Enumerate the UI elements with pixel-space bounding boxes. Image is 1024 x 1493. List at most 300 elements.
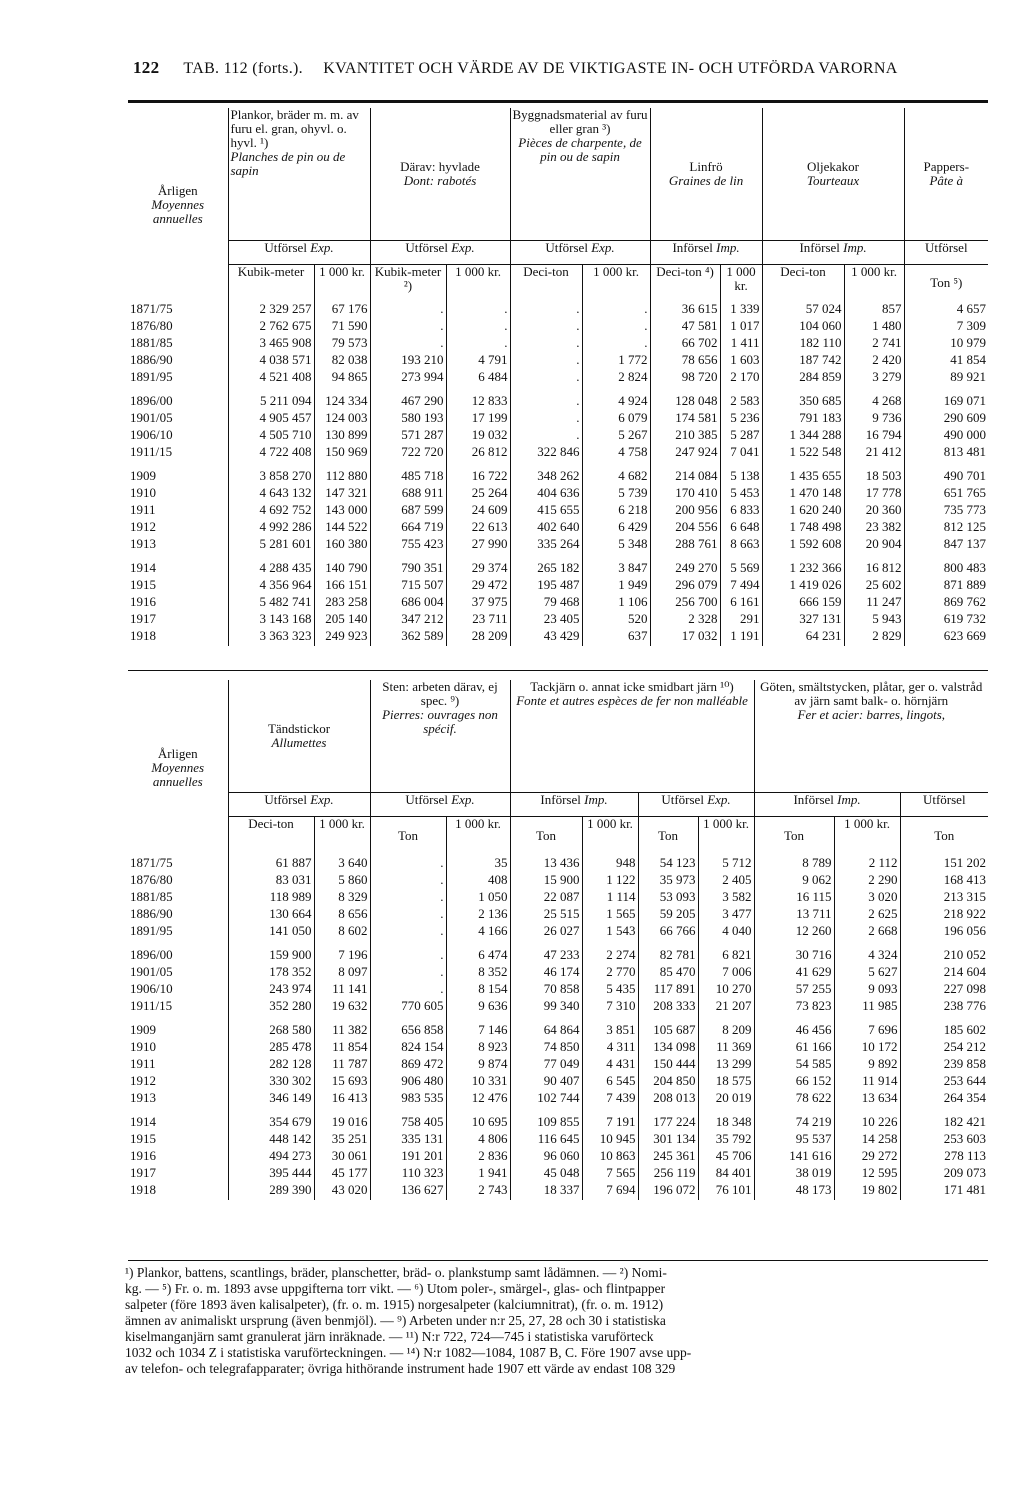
table-cell: 8 097 bbox=[314, 965, 370, 982]
table-cell: 10 226 bbox=[834, 1115, 900, 1132]
row-year: 1914 bbox=[130, 1115, 156, 1129]
table-cell: 61 887 bbox=[228, 856, 314, 873]
table-cell: 89 921 bbox=[904, 370, 988, 387]
table-cell: . bbox=[582, 336, 650, 353]
table-cell: 227 098 bbox=[900, 982, 988, 999]
table-cell: 395 444 bbox=[228, 1166, 314, 1183]
table-cell: 208 333 bbox=[638, 999, 698, 1016]
row-year: 1911/15 bbox=[130, 999, 173, 1013]
table-cell: 25 515 bbox=[510, 907, 582, 924]
table-cell: 10 979 bbox=[904, 336, 988, 353]
table-cell: 166 151 bbox=[314, 578, 370, 595]
table-cell: 651 765 bbox=[904, 486, 988, 503]
row-year: 1917 bbox=[130, 612, 156, 626]
table-cell: 5 482 741 bbox=[228, 595, 314, 612]
stub-header: Årligen Moyennes annuelles bbox=[151, 183, 205, 226]
table-cell: 3 279 bbox=[844, 370, 904, 387]
table-cell: 2 405 bbox=[698, 873, 754, 890]
table-cell: 289 390 bbox=[228, 1183, 314, 1200]
table-cell: 6 161 bbox=[720, 595, 762, 612]
table-cell: 17 199 bbox=[446, 411, 510, 428]
table-cell: 5 267 bbox=[582, 428, 650, 445]
table-cell: . bbox=[370, 336, 446, 353]
table-cell: 813 481 bbox=[904, 445, 988, 462]
table-row bbox=[128, 856, 988, 873]
table-cell: 118 989 bbox=[228, 890, 314, 907]
table-cell: 77 049 bbox=[510, 1057, 582, 1074]
table-cell: 112 880 bbox=[314, 469, 370, 486]
table-cell: 722 720 bbox=[370, 445, 446, 462]
row-year: 1910 bbox=[130, 486, 156, 500]
table-cell: 687 599 bbox=[370, 503, 446, 520]
table-cell: 6 484 bbox=[446, 370, 510, 387]
table-cell: 247 924 bbox=[650, 445, 720, 462]
table-row bbox=[128, 1115, 988, 1132]
table-row bbox=[128, 503, 988, 520]
table-cell: 4 758 bbox=[582, 445, 650, 462]
table-cell: 2 625 bbox=[834, 907, 900, 924]
table-cell: . bbox=[370, 948, 446, 965]
table-cell: . bbox=[370, 856, 446, 873]
page-header bbox=[133, 58, 898, 78]
table-cell: 857 bbox=[844, 302, 904, 319]
table-cell: 8 656 bbox=[314, 907, 370, 924]
table-cell: 735 773 bbox=[904, 503, 988, 520]
table-cell: 74 219 bbox=[754, 1115, 834, 1132]
table-cell: 64 864 bbox=[510, 1023, 582, 1040]
table-cell: 66 766 bbox=[638, 924, 698, 941]
table-cell: 7 146 bbox=[446, 1023, 510, 1040]
table-cell: 174 581 bbox=[650, 411, 720, 428]
table-cell: 218 922 bbox=[900, 907, 988, 924]
table-cell: 54 585 bbox=[754, 1057, 834, 1074]
footnote-rule bbox=[128, 1260, 988, 1261]
footnote-line: kiselmanganjärn samt granulerat järn inräknade. — ¹¹) N:r 722, 724—745 i statistiska varuförteck bbox=[125, 1329, 654, 1344]
table-cell: 47 233 bbox=[510, 948, 582, 965]
table-cell: 170 410 bbox=[650, 486, 720, 503]
table-cell: 335 264 bbox=[510, 537, 582, 554]
table-cell: 43 020 bbox=[314, 1183, 370, 1200]
table-cell: 57 024 bbox=[762, 302, 844, 319]
table-cell: 571 287 bbox=[370, 428, 446, 445]
table-row bbox=[128, 353, 988, 370]
table-cell: 117 891 bbox=[638, 982, 698, 999]
table-cell: 74 850 bbox=[510, 1040, 582, 1057]
table-cell: 59 205 bbox=[638, 907, 698, 924]
table-cell: 95 537 bbox=[754, 1132, 834, 1149]
table-cell: 623 669 bbox=[904, 629, 988, 646]
table-cell: 824 154 bbox=[370, 1040, 446, 1057]
table-cell: 1 592 608 bbox=[762, 537, 844, 554]
table-cell: . bbox=[370, 982, 446, 999]
table-cell: 580 193 bbox=[370, 411, 446, 428]
table-cell: 264 354 bbox=[900, 1091, 988, 1108]
footnotes bbox=[125, 1265, 985, 1377]
group-header-linseed: Linfrö Graines de lin bbox=[650, 108, 762, 240]
table-cell: 19 802 bbox=[834, 1183, 900, 1200]
table-cell: 46 174 bbox=[510, 965, 582, 982]
table-cell: 71 590 bbox=[314, 319, 370, 336]
table-cell: 23 711 bbox=[446, 612, 510, 629]
table-cell: 143 000 bbox=[314, 503, 370, 520]
table-cell: 29 374 bbox=[446, 561, 510, 578]
table-cell: 9 636 bbox=[446, 999, 510, 1016]
table-cell: 130 899 bbox=[314, 428, 370, 445]
table-cell: 204 850 bbox=[638, 1074, 698, 1091]
table-cell: 214 604 bbox=[900, 965, 988, 982]
table-cell: 21 412 bbox=[844, 445, 904, 462]
row-year: 1876/80 bbox=[130, 319, 173, 333]
table-cell: 490 701 bbox=[904, 469, 988, 486]
table-cell: 666 159 bbox=[762, 595, 844, 612]
table-cell: 520 bbox=[582, 612, 650, 629]
table-cell: 90 407 bbox=[510, 1074, 582, 1091]
table-cell: 83 031 bbox=[228, 873, 314, 890]
table-cell: 136 627 bbox=[370, 1183, 446, 1200]
group-header-planks: Plankor, bräder m. m. av furu el. gran, ohyvl. o. hyvl. ¹) Planches de pin ou de sapin bbox=[228, 108, 370, 240]
table-cell: 6 079 bbox=[582, 411, 650, 428]
table-cell: 191 201 bbox=[370, 1149, 446, 1166]
table-cell: 1 419 026 bbox=[762, 578, 844, 595]
table-cell: 1 748 498 bbox=[762, 520, 844, 537]
table-cell: 1 435 655 bbox=[762, 469, 844, 486]
row-year: 1913 bbox=[130, 537, 156, 551]
table-cell: 160 380 bbox=[314, 537, 370, 554]
table-cell: 21 207 bbox=[698, 999, 754, 1016]
table-cell: 11 787 bbox=[314, 1057, 370, 1074]
table-cell: 147 321 bbox=[314, 486, 370, 503]
table-cell: 1 949 bbox=[582, 578, 650, 595]
table-cell: 12 833 bbox=[446, 394, 510, 411]
table-cell: 402 640 bbox=[510, 520, 582, 537]
table-cell: . bbox=[370, 907, 446, 924]
table-cell: 983 535 bbox=[370, 1091, 446, 1108]
table-cell: 195 487 bbox=[510, 578, 582, 595]
group-header-pigiron: Tackjärn o. annat icke smidbart järn ¹⁰) Fonte et autres espèces de fer non malléable bbox=[510, 680, 754, 792]
table-cell: 243 974 bbox=[228, 982, 314, 999]
row-year: 1881/85 bbox=[130, 336, 173, 350]
table-cell: 8 923 bbox=[446, 1040, 510, 1057]
table-cell: 15 900 bbox=[510, 873, 582, 890]
table-cell: 141 616 bbox=[754, 1149, 834, 1166]
table-cell: . bbox=[370, 319, 446, 336]
table-cell: 906 480 bbox=[370, 1074, 446, 1091]
table-cell: 800 483 bbox=[904, 561, 988, 578]
table-row bbox=[128, 999, 988, 1016]
table-cell: 238 776 bbox=[900, 999, 988, 1016]
table-cell: 282 128 bbox=[228, 1057, 314, 1074]
table-cell: 11 854 bbox=[314, 1040, 370, 1057]
table-row bbox=[128, 612, 988, 629]
table-cell: 85 470 bbox=[638, 965, 698, 982]
row-year: 1915 bbox=[130, 1132, 156, 1146]
table-cell: 2 762 675 bbox=[228, 319, 314, 336]
table-cell: 45 048 bbox=[510, 1166, 582, 1183]
row-year: 1913 bbox=[130, 1091, 156, 1105]
table-cell: 322 846 bbox=[510, 445, 582, 462]
table-cell: 151 202 bbox=[900, 856, 988, 873]
table-cell: 871 889 bbox=[904, 578, 988, 595]
table-cell: 7 439 bbox=[582, 1091, 638, 1108]
table-cell: 8 154 bbox=[446, 982, 510, 999]
table-cell: 23 382 bbox=[844, 520, 904, 537]
table-row bbox=[128, 336, 988, 353]
table-cell: 45 177 bbox=[314, 1166, 370, 1183]
table-cell: 1 344 288 bbox=[762, 428, 844, 445]
table-cell: 66 702 bbox=[650, 336, 720, 353]
table-cell: 296 079 bbox=[650, 578, 720, 595]
table-cell: 2 112 bbox=[834, 856, 900, 873]
table-cell: 327 131 bbox=[762, 612, 844, 629]
table-cell: 1 941 bbox=[446, 1166, 510, 1183]
table-cell: 18 348 bbox=[698, 1115, 754, 1132]
table-lower: Årligen Moyennes annuelles Tändstickor Allumettes Sten: arbeten därav, ej spec. ⁹) Pierres: ouvrages non spécif. Tackjärn o. annat icke smidbart järn ¹⁰) Fonte et autres espèces de fer non malléable Göten, smältstycken, plåtar, ger o. valstråd av järn samt balk- o. hörnjärn Fer et acier: barres, lingots, Utförsel Exp. Utförsel Exp. Införsel Imp. Utförsel Exp. Införsel Imp. Utförsel Deci-ton 1 000 kr. Ton 1 000 kr. Ton 1 000 kr. Ton 1 000 kr. Ton 1 000 kr. Ton 1871/75 61 887 3 640 . 35 13 436 948 54 123 5 712 8 789 2 112 151 202 1876/80 83 031 5 860 . 408 15 900 1 122 35 973 2 405 9 062 2 290 168 413 1881/85 118 989 8 329 . 1 050 22 087 1 114 53 093 3 582 16 115 3 020 213 315 1886/90 130 664 8 656 . 2 136 25 515 1 565 59 205 3 477 13 711 2 625 218 922 1891/95 141 050 8 602 . 4 166 26 027 1 543 66 766 4 040 12 260 2 668 196 056 1896/00 159 900 7 196 . 6 474 47 233 2 274 82 781 6 821 30 716 4 324 210 052 1901/05 178 352 8 097 . 8 352 46 174 2 770 85 470 7 006 41 629 5 627 214 604 1906/10 243 974 11 141 . 8 154 70 858 5 435 117 891 10 270 57 255 9 093 227 098 1911/15 352 280 19 632 770 605 9 636 99 340 7 310 208 333 21 207 73 823 11 985 238 776 1909 268 580 11 382 656 858 7 146 64 864 3 851 105 687 8 209 46 456 7 696 185 602 1910 285 478 11 854 824 154 8 923 74 850 4 311 134 098 11 369 61 166 10 172 254 212 1911 282 128 11 787 869 472 9 874 77 049 4 431 150 444 13 299 54 585 9 892 239 858 1912 330 302 15 693 906 480 10 331 90 407 6 545 204 850 18 575 66 152 11 914 253 644 1913 346 149 16 413 983 535 12 476 102 744 7 439 208 013 20 019 78 622 13 634 264 354 1914 354 679 19 016 758 405 10 695 109 855 7 191 177 224 18 348 74 219 10 226 182 421 1915 448 142 35 251 335 131 4 806 116 645 10 945 301 134 35 792 95 537 14 258 253 603 1916 494 273 30 061 191 201 2 836 96 060 10 863 245 361 45 706 141 616 29 272 278 113 1917 395 444 45 177 110 323 1 941 45 048 7 565 256 119 84 401 38 019 12 595 209 073 1918 289 390 43 020 136 627 2 743 18 337 7 694 196 072 76 101 48 173 19 802 171 481 bbox=[128, 680, 988, 1200]
table-cell: 4 040 bbox=[698, 924, 754, 941]
table-cell: 254 212 bbox=[900, 1040, 988, 1057]
table-cell: 10 863 bbox=[582, 1149, 638, 1166]
table-cell: 116 645 bbox=[510, 1132, 582, 1149]
table-cell: 8 602 bbox=[314, 924, 370, 941]
table-row bbox=[128, 1040, 988, 1057]
table-cell: 1 114 bbox=[582, 890, 638, 907]
table-cell: 19 032 bbox=[446, 428, 510, 445]
table-cell: 7 191 bbox=[582, 1115, 638, 1132]
table-row bbox=[128, 411, 988, 428]
table-cell: 187 742 bbox=[762, 353, 844, 370]
footnote-line: 1032 och 1034 Z i statistiska varuförteckningen. — ¹⁴) N:r 1082—1084, 1087 B, C. Före 1907 avse upp- bbox=[125, 1345, 692, 1360]
row-year: 1918 bbox=[130, 629, 156, 643]
table-cell: 78 656 bbox=[650, 353, 720, 370]
table-cell: 9 062 bbox=[754, 873, 834, 890]
table-cell: . bbox=[446, 319, 510, 336]
table-row bbox=[128, 965, 988, 982]
table-cell: 5 712 bbox=[698, 856, 754, 873]
table-cell: 7 565 bbox=[582, 1166, 638, 1183]
table-cell: 11 914 bbox=[834, 1074, 900, 1091]
table-row bbox=[128, 924, 988, 941]
table-cell: 208 013 bbox=[638, 1091, 698, 1108]
table-cell: 24 609 bbox=[446, 503, 510, 520]
table-cell: 38 019 bbox=[754, 1166, 834, 1183]
table-cell: 2 743 bbox=[446, 1183, 510, 1200]
table-cell: 177 224 bbox=[638, 1115, 698, 1132]
table-cell: 7 696 bbox=[834, 1023, 900, 1040]
table-cell: 1 470 148 bbox=[762, 486, 844, 503]
table-cell: 2 328 bbox=[650, 612, 720, 629]
table-cell: 26 812 bbox=[446, 445, 510, 462]
table-cell: 70 858 bbox=[510, 982, 582, 999]
table-cell: 79 468 bbox=[510, 595, 582, 612]
table-cell: 2 420 bbox=[844, 353, 904, 370]
table-cell: 150 969 bbox=[314, 445, 370, 462]
table-cell: 5 281 601 bbox=[228, 537, 314, 554]
table-cell: 11 382 bbox=[314, 1023, 370, 1040]
table-cell: 8 789 bbox=[754, 856, 834, 873]
table-cell: . bbox=[510, 394, 582, 411]
table-cell: 4 431 bbox=[582, 1057, 638, 1074]
table-cell: 10 695 bbox=[446, 1115, 510, 1132]
row-year: 1876/80 bbox=[130, 873, 173, 887]
table-cell: 6 218 bbox=[582, 503, 650, 520]
table-row bbox=[128, 394, 988, 411]
table-cell: 13 711 bbox=[754, 907, 834, 924]
table-cell: 23 405 bbox=[510, 612, 582, 629]
table-cell: 288 761 bbox=[650, 537, 720, 554]
table-row bbox=[128, 428, 988, 445]
table-cell: 8 329 bbox=[314, 890, 370, 907]
table-cell: 13 299 bbox=[698, 1057, 754, 1074]
table-row bbox=[128, 319, 988, 336]
table-cell: 3 640 bbox=[314, 856, 370, 873]
table-cell: 6 821 bbox=[698, 948, 754, 965]
table-cell: 178 352 bbox=[228, 965, 314, 982]
table-row bbox=[128, 873, 988, 890]
table-row bbox=[128, 1183, 988, 1200]
page-title: KVANTITET OCH VÄRDE AV DE VIKTIGASTE IN- OCH UTFÖRDA VARORNA bbox=[323, 60, 898, 77]
table-cell: 4 692 752 bbox=[228, 503, 314, 520]
table-cell: . bbox=[582, 302, 650, 319]
table-cell: 1 017 bbox=[720, 319, 762, 336]
table-cell: 5 138 bbox=[720, 469, 762, 486]
table-cell: 30 061 bbox=[314, 1149, 370, 1166]
table-cell: 7 006 bbox=[698, 965, 754, 982]
table-cell: 1 522 548 bbox=[762, 445, 844, 462]
table-cell: 350 685 bbox=[762, 394, 844, 411]
row-year: 1911 bbox=[130, 1057, 156, 1071]
table-cell: 204 556 bbox=[650, 520, 720, 537]
table-row bbox=[128, 629, 988, 646]
table-cell: 278 113 bbox=[900, 1149, 988, 1166]
table-cell: 64 231 bbox=[762, 629, 844, 646]
table-cell: 4 791 bbox=[446, 353, 510, 370]
table-cell: 346 149 bbox=[228, 1091, 314, 1108]
table-cell: 4 288 435 bbox=[228, 561, 314, 578]
table-cell: 362 589 bbox=[370, 629, 446, 646]
table-cell: 36 615 bbox=[650, 302, 720, 319]
table-cell: 7 041 bbox=[720, 445, 762, 462]
footnote-line: kg. — ⁵) Fr. o. m. 1893 avse uppgifterna torr vikt. — ⁶) Utom poler-, smärgel-, glas- och flintpapper bbox=[125, 1281, 666, 1296]
table-cell: 30 716 bbox=[754, 948, 834, 965]
table-row bbox=[128, 1149, 988, 1166]
stub-header-lower: Årligen Moyennes annuelles bbox=[151, 746, 205, 789]
table-cell: 7 310 bbox=[582, 999, 638, 1016]
table-cell: 9 892 bbox=[834, 1057, 900, 1074]
table-cell: 169 071 bbox=[904, 394, 988, 411]
table-cell: 5 569 bbox=[720, 561, 762, 578]
table-cell: 285 478 bbox=[228, 1040, 314, 1057]
table-cell: 273 994 bbox=[370, 370, 446, 387]
table-cell: 812 125 bbox=[904, 520, 988, 537]
table-cell: 19 016 bbox=[314, 1115, 370, 1132]
table-cell: 4 268 bbox=[844, 394, 904, 411]
table-cell: 209 073 bbox=[900, 1166, 988, 1183]
table-cell: 4 682 bbox=[582, 469, 650, 486]
table-cell: 256 700 bbox=[650, 595, 720, 612]
table-cell: 171 481 bbox=[900, 1183, 988, 1200]
table-cell: 210 385 bbox=[650, 428, 720, 445]
row-year: 1910 bbox=[130, 1040, 156, 1054]
table-cell: 29 272 bbox=[834, 1149, 900, 1166]
table-cell: . bbox=[510, 411, 582, 428]
table-row bbox=[128, 537, 988, 554]
table-cell: 12 476 bbox=[446, 1091, 510, 1108]
table-cell: 1 772 bbox=[582, 353, 650, 370]
footnote-line: ämnen av animaliskt ursprung (även benmjöl). — ⁹) Arbeten under n:r 25, 27, 28 och 30 i statistiska bbox=[125, 1313, 666, 1328]
table-cell: 16 794 bbox=[844, 428, 904, 445]
table-cell: 253 644 bbox=[900, 1074, 988, 1091]
row-year: 1912 bbox=[130, 520, 156, 534]
table-cell: 20 019 bbox=[698, 1091, 754, 1108]
table-cell: 5 211 094 bbox=[228, 394, 314, 411]
table-cell: . bbox=[510, 370, 582, 387]
table-row bbox=[128, 302, 988, 319]
table-cell: 664 719 bbox=[370, 520, 446, 537]
table-cell: 755 423 bbox=[370, 537, 446, 554]
table-cell: 45 706 bbox=[698, 1149, 754, 1166]
table-cell: 104 060 bbox=[762, 319, 844, 336]
table-cell: 4 924 bbox=[582, 394, 650, 411]
table-cell: 291 bbox=[720, 612, 762, 629]
table-cell: 4 905 457 bbox=[228, 411, 314, 428]
group-header-building: Byggnadsmaterial av furu eller gran ³) Pièces de charpente, de pin ou de sapin bbox=[510, 108, 650, 240]
table-cell: 196 056 bbox=[900, 924, 988, 941]
table-row bbox=[128, 1132, 988, 1149]
table-cell: 688 911 bbox=[370, 486, 446, 503]
table-cell: 14 258 bbox=[834, 1132, 900, 1149]
row-year: 1891/95 bbox=[130, 924, 173, 938]
table-cell: 6 545 bbox=[582, 1074, 638, 1091]
table-cell: 3 582 bbox=[698, 890, 754, 907]
table-cell: 19 632 bbox=[314, 999, 370, 1016]
row-year: 1911 bbox=[130, 503, 156, 517]
row-year: 1906/10 bbox=[130, 428, 173, 442]
table-cell: . bbox=[446, 302, 510, 319]
table-cell: 485 718 bbox=[370, 469, 446, 486]
table-cell: 26 027 bbox=[510, 924, 582, 941]
row-year: 1886/90 bbox=[130, 907, 173, 921]
table-cell: 2 329 257 bbox=[228, 302, 314, 319]
table-cell: 41 854 bbox=[904, 353, 988, 370]
table-cell: 214 084 bbox=[650, 469, 720, 486]
table-upper: Årligen Moyennes annuelles Plankor, bräder m. m. av furu el. gran, ohyvl. o. hyvl. ¹) Planches de pin ou de sapin Därav: hyvlade Dont: rabotés Byggnadsmaterial av furu eller gran ³) Pièces de charpente, de pin ou de sapin Linfrö Graines de lin Oljekakor Tourteaux Pappers- Pâte à Utförsel Exp. Utförsel Exp. Utförsel Exp. Införsel Imp. Införsel Imp. Utförsel Kubik-meter 1 000 kr. Kubik-meter ²) 1 000 kr. Deci-ton 1 000 kr. Deci-ton ⁴) 1 000 kr. Deci-ton 1 000 kr. Ton ⁵) 1871/75 2 329 257 67 176 . . . . 36 615 1 339 57 024 857 4 657 1876/80 2 762 675 71 590 . . . . 47 581 1 017 104 060 1 480 7 309 1881/85 3 465 908 79 573 . . . . 66 702 1 411 182 110 2 741 10 979 1886/90 4 038 571 82 038 193 210 4 791 . 1 772 78 656 1 603 187 742 2 420 41 854 1891/95 4 521 408 94 865 273 994 6 484 . 2 824 98 720 2 170 284 859 3 279 89 921 1896/00 5 211 094 124 334 467 290 12 833 . 4 924 128 048 2 583 350 685 4 268 169 071 1901/05 4 905 457 124 003 580 193 17 199 . 6 079 174 581 5 236 791 183 9 736 290 609 1906/10 4 505 710 130 899 571 287 19 032 . 5 267 210 385 5 287 1 344 288 16 794 490 000 1911/15 4 722 408 150 969 722 720 26 812 322 846 4 758 247 924 7 041 1 522 548 21 412 813 481 1909 3 858 270 112 880 485 718 16 722 348 262 4 682 214 084 5 138 1 435 655 18 503 490 701 1910 4 643 132 147 321 688 911 25 264 404 636 5 739 170 410 5 453 1 470 148 17 778 651 765 1911 4 692 752 143 000 687 599 24 609 415 655 6 218 200 956 6 833 1 620 240 20 360 735 773 1912 4 992 286 144 522 664 719 22 613 402 640 6 429 204 556 6 648 1 748 498 23 382 812 125 1913 5 281 601 160 380 755 423 27 990 335 264 5 348 288 761 8 663 1 592 608 20 904 847 137 1914 4 288 435 140 790 790 351 29 374 265 182 3 847 249 270 5 569 1 232 366 16 812 800 483 1915 4 356 964 166 151 715 507 29 472 195 487 1 949 296 079 7 494 1 419 026 25 602 871 889 1916 5 482 741 283 258 686 004 37 975 79 468 1 106 256 700 6 161 666 159 11 247 869 762 1917 3 143 168 205 140 347 212 23 711 23 405 520 2 328 291 327 131 5 943 619 732 1918 3 363 323 249 923 362 589 28 209 43 429 637 17 032 1 191 64 231 2 829 623 669 bbox=[128, 108, 988, 646]
table-cell: 37 975 bbox=[446, 595, 510, 612]
table-cell: 3 465 908 bbox=[228, 336, 314, 353]
table-cell: 265 182 bbox=[510, 561, 582, 578]
table-row bbox=[128, 890, 988, 907]
table-cell: 17 032 bbox=[650, 629, 720, 646]
table-cell: 869 472 bbox=[370, 1057, 446, 1074]
table-cell: 249 923 bbox=[314, 629, 370, 646]
table-cell: 330 302 bbox=[228, 1074, 314, 1091]
table-cell: . bbox=[510, 302, 582, 319]
table-cell: 25 602 bbox=[844, 578, 904, 595]
table-cell: 20 360 bbox=[844, 503, 904, 520]
table-cell: 290 609 bbox=[904, 411, 988, 428]
table-cell: 6 648 bbox=[720, 520, 762, 537]
table-cell: 770 605 bbox=[370, 999, 446, 1016]
table-row bbox=[128, 1057, 988, 1074]
table-cell: 134 098 bbox=[638, 1040, 698, 1057]
table-cell: 335 131 bbox=[370, 1132, 446, 1149]
group-header-ingots: Göten, smältstycken, plåtar, ger o. valstråd av järn samt balk- o. hörnjärn Fer et acier: barres, lingots, bbox=[754, 680, 988, 792]
table-cell: 130 664 bbox=[228, 907, 314, 924]
table-cell: 448 142 bbox=[228, 1132, 314, 1149]
table-row bbox=[128, 1023, 988, 1040]
table-cell: 28 209 bbox=[446, 629, 510, 646]
table-cell: 16 115 bbox=[754, 890, 834, 907]
table-cell: 948 bbox=[582, 856, 638, 873]
table-cell: 5 943 bbox=[844, 612, 904, 629]
